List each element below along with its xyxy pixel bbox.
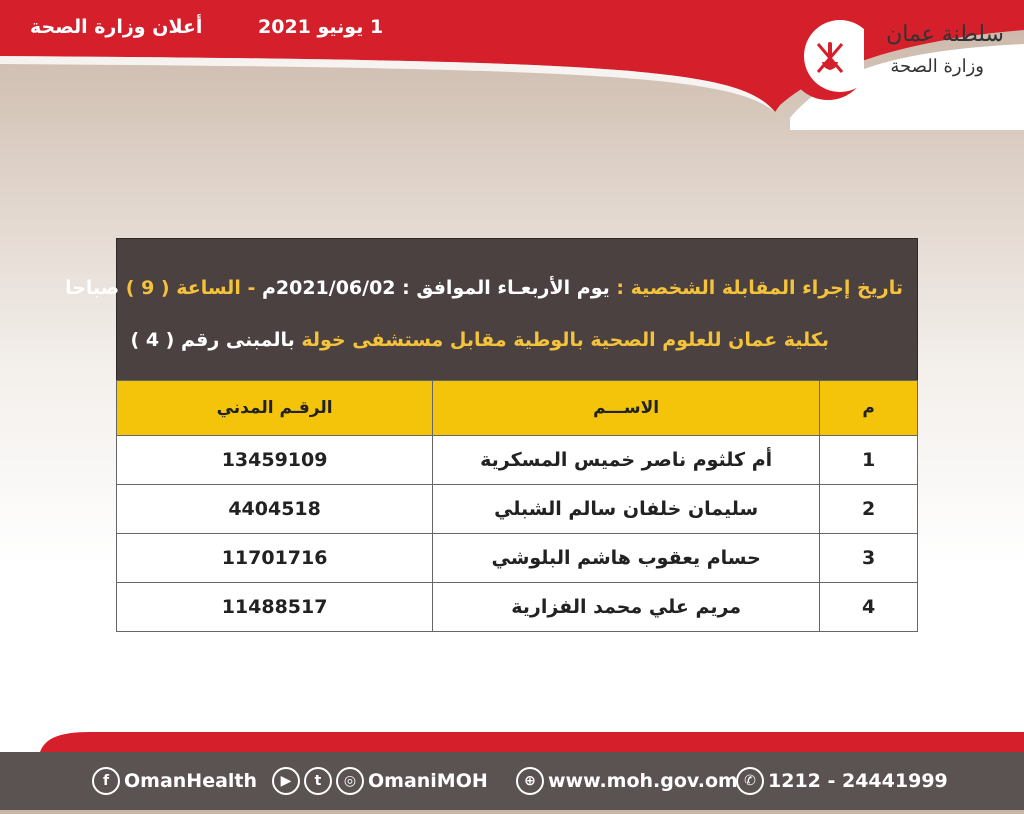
row-num: 3 xyxy=(820,534,918,583)
notice-header xyxy=(65,238,918,382)
instagram-icon: ◎ xyxy=(336,767,364,795)
notice-location: بكلية عمان للعلوم الصحية بالوطية مقابل مستشفى خولة xyxy=(301,329,829,351)
phone-link[interactable] xyxy=(736,752,948,810)
candidates-table xyxy=(116,380,918,632)
notice-line-1 xyxy=(65,277,903,299)
row-civil-id: 13459109 xyxy=(117,436,433,485)
table-row xyxy=(117,534,918,583)
row-name: سليمان خلفان سالم الشبلي xyxy=(433,485,820,534)
website-url: www.moh.gov.om xyxy=(548,770,738,792)
youtube-icon: ▶ xyxy=(272,767,300,795)
row-name: حسام يعقوب هاشم البلوشي xyxy=(433,534,820,583)
website-link[interactable] xyxy=(516,752,738,810)
row-name: مريم علي محمد الفزارية xyxy=(433,583,820,632)
footer-contact-bar xyxy=(0,752,1024,810)
header-civil-id: الرقـم المدني xyxy=(117,381,433,436)
twitter-icon: t xyxy=(304,767,332,795)
facebook-icon: f xyxy=(92,767,120,795)
table-row xyxy=(117,436,918,485)
phone-number: 1212 - 24441999 xyxy=(768,770,948,792)
crescent-emblem-icon xyxy=(784,14,864,104)
table-header-row xyxy=(117,381,918,436)
notice-label: تاريخ إجراء المقابلة الشخصية : xyxy=(609,277,903,299)
row-num: 2 xyxy=(820,485,918,534)
interview-notice-card xyxy=(65,238,918,638)
notice-period: صباحا xyxy=(65,277,120,299)
notice-time: - الساعة ( 9 ) xyxy=(119,277,262,299)
row-civil-id: 11701716 xyxy=(117,534,433,583)
row-name: أم كلثوم ناصر خميس المسكرية xyxy=(433,436,820,485)
logo-text-ministry: وزارة الصحة xyxy=(890,56,984,77)
row-num: 1 xyxy=(820,436,918,485)
social-handle-link[interactable] xyxy=(272,752,488,810)
globe-icon: ⊕ xyxy=(516,767,544,795)
header-num: م xyxy=(820,381,918,436)
notice-line-2 xyxy=(131,329,829,351)
table-row xyxy=(117,583,918,632)
table-row xyxy=(117,485,918,534)
social-handle: OmaniMOH xyxy=(368,770,488,792)
top-banner xyxy=(0,0,1024,130)
logo-text-sultanate: سلطنة عمان xyxy=(886,22,1004,47)
notice-building: بالمبنى رقم ( 4 ) xyxy=(130,329,302,351)
facebook-link[interactable] xyxy=(92,752,257,810)
ministry-logo xyxy=(784,14,1004,109)
announcement-date: 1 يونيو 2021 xyxy=(258,16,384,38)
header-name: الاســـم xyxy=(433,381,820,436)
phone-icon: ✆ xyxy=(736,767,764,795)
row-civil-id: 4404518 xyxy=(117,485,433,534)
row-num: 4 xyxy=(820,583,918,632)
notice-date: يوم الأربعـاء الموافق : 2021/06/02م xyxy=(261,277,610,299)
row-civil-id: 11488517 xyxy=(117,583,433,632)
facebook-handle: OmanHealth xyxy=(124,770,258,792)
announcement-title: أعلان وزارة الصحة xyxy=(30,16,203,38)
